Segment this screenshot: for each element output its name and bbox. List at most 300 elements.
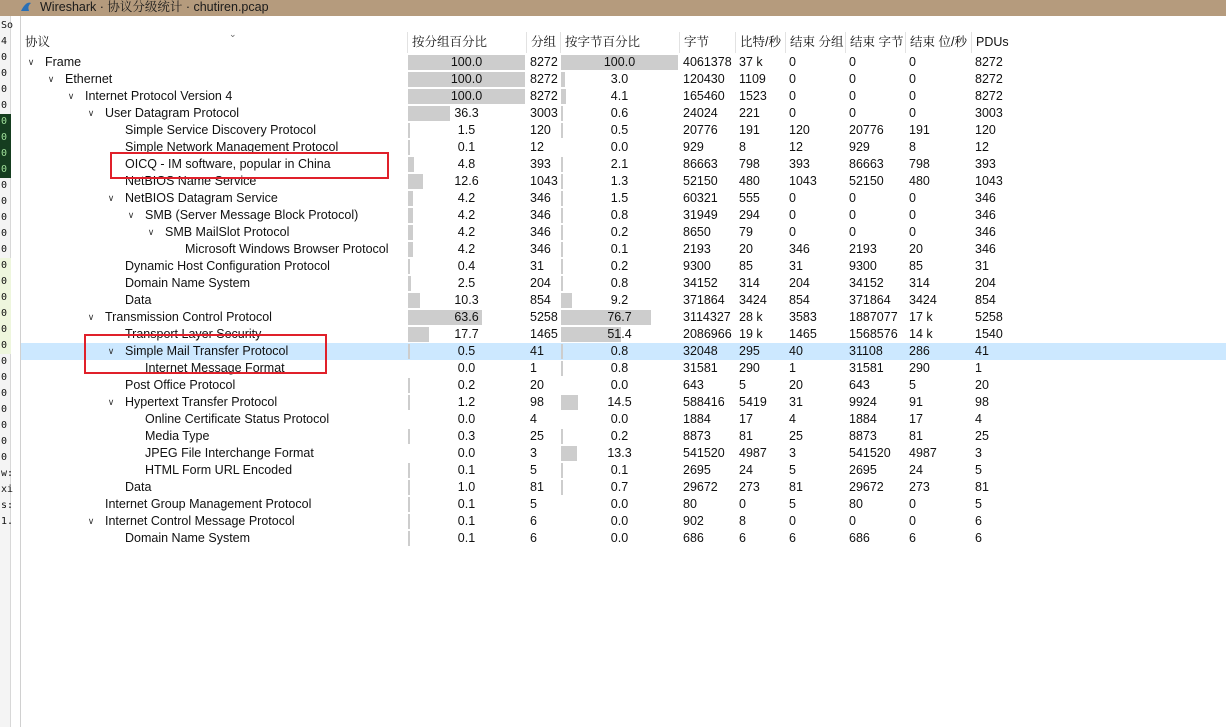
cell-pkt-pct: 2.5 [457, 276, 476, 290]
cell-pdus: 6 [975, 514, 982, 528]
table-row[interactable] [21, 292, 1226, 309]
cell-pkt-pct: 1.0 [457, 480, 476, 494]
table-header [21, 29, 1226, 53]
cell-packets: 12 [530, 140, 544, 154]
background-window-char: 0 [1, 372, 8, 383]
cell-byte-pct: 0.8 [610, 208, 629, 222]
expand-chevron-icon[interactable]: ∨ [27, 57, 35, 67]
table-row[interactable] [21, 88, 1226, 105]
cell-end-bytes: 31581 [849, 361, 884, 375]
table-row[interactable] [21, 105, 1226, 122]
cell-pkt-pct: 4.2 [457, 208, 476, 222]
cell-pkt-pct: 0.1 [457, 463, 476, 477]
cell-byte-pct: 76.7 [607, 310, 632, 324]
cell-pdus: 20 [975, 378, 989, 392]
background-window-char: So [1, 20, 14, 31]
cell-pdus: 1540 [975, 327, 1003, 341]
cell-end-bytes: 0 [849, 106, 856, 120]
cell-end-bps: 286 [909, 344, 930, 358]
protocol-name: Data [125, 293, 152, 307]
background-window-char: 0 [0, 114, 11, 130]
protocol-name: Data [125, 480, 152, 494]
cell-packets: 25 [530, 429, 544, 443]
cell-end-bytes: 20776 [849, 123, 884, 137]
cell-pdus: 204 [975, 276, 996, 290]
cell-packets: 3003 [530, 106, 558, 120]
background-window-char: 0 [0, 258, 11, 274]
cell-bps: 191 [739, 123, 760, 137]
cell-packets: 854 [530, 293, 551, 307]
cell-end-pkts: 393 [789, 157, 810, 171]
cell-end-bytes: 2695 [849, 463, 877, 477]
cell-bps: 5419 [739, 395, 767, 409]
cell-end-pkts: 0 [789, 89, 796, 103]
column-header-4[interactable]: 字节 [679, 32, 735, 53]
cell-byte-pct: 0.6 [610, 106, 629, 120]
column-header-5[interactable]: 比特/秒 [735, 32, 785, 53]
cell-pdus: 12 [975, 140, 989, 154]
background-window-char: 0 [1, 52, 8, 63]
background-window-char: 0 [1, 84, 8, 95]
cell-pkt-pct: 0.1 [457, 497, 476, 511]
cell-bps: 221 [739, 106, 760, 120]
cell-byte-pct: 0.0 [610, 514, 629, 528]
cell-pdus: 6 [975, 531, 982, 545]
cell-bps: 8 [739, 140, 746, 154]
protocol-name: Transmission Control Protocol [105, 310, 272, 324]
cell-pdus: 120 [975, 123, 996, 137]
background-window-char: 0 [1, 436, 8, 447]
cell-packets: 8272 [530, 72, 558, 86]
protocol-name: HTML Form URL Encoded [145, 463, 293, 477]
table-row[interactable] [21, 411, 1226, 428]
cell-end-bytes: 29672 [849, 480, 884, 494]
cell-packets: 5 [530, 463, 537, 477]
expand-chevron-icon[interactable]: ∨ [87, 108, 95, 118]
background-window-char: 1. [1, 516, 14, 527]
cell-packets: 346 [530, 191, 551, 205]
cell-byte-pct: 1.3 [610, 174, 629, 188]
column-header-6[interactable]: 结束 分组 [785, 32, 845, 53]
cell-end-bps: 0 [909, 497, 916, 511]
cell-pdus: 346 [975, 225, 996, 239]
protocol-name: OICQ - IM software, popular in China [125, 157, 331, 171]
cell-end-bytes: 0 [849, 514, 856, 528]
cell-pdus: 98 [975, 395, 989, 409]
cell-bytes: 31949 [683, 208, 718, 222]
background-window-char: 0 [1, 452, 8, 463]
cell-end-pkts: 6 [789, 531, 796, 545]
cell-bytes: 52150 [683, 174, 718, 188]
cell-pdus: 81 [975, 480, 989, 494]
cell-end-bytes: 686 [849, 531, 870, 545]
cell-end-bytes: 52150 [849, 174, 884, 188]
cell-byte-pct: 0.0 [610, 378, 629, 392]
expand-chevron-icon[interactable]: ∨ [147, 227, 155, 237]
protocol-name: Simple Service Discovery Protocol [125, 123, 317, 137]
cell-byte-pct: 0.0 [610, 412, 629, 426]
cell-bytes: 643 [683, 378, 704, 392]
cell-byte-pct: 0.5 [610, 123, 629, 137]
cell-end-bytes: 8873 [849, 429, 877, 443]
cell-end-bps: 81 [909, 429, 923, 443]
wireshark-fin-icon [20, 1, 32, 13]
column-header-7[interactable]: 结束 字节 [845, 32, 905, 53]
background-window-char: 0 [1, 420, 8, 431]
cell-bps: 19 k [739, 327, 763, 341]
cell-end-bps: 0 [909, 89, 916, 103]
cell-packets: 81 [530, 480, 544, 494]
cell-pkt-pct: 63.6 [454, 310, 479, 324]
cell-end-bytes: 0 [849, 55, 856, 69]
cell-end-bps: 20 [909, 242, 923, 256]
cell-bytes: 902 [683, 514, 704, 528]
cell-end-bps: 273 [909, 480, 930, 494]
background-window-char: xi [1, 484, 14, 495]
cell-bps: 4987 [739, 446, 767, 460]
cell-end-pkts: 1043 [789, 174, 817, 188]
column-header-8[interactable]: 结束 位/秒 [905, 32, 971, 53]
protocol-name: Frame [45, 55, 82, 69]
cell-bps: 3424 [739, 293, 767, 307]
cell-bps: 20 [739, 242, 753, 256]
cell-end-pkts: 40 [789, 344, 803, 358]
protocol-name: NetBIOS Name Service [125, 174, 257, 188]
cell-byte-pct: 0.8 [610, 361, 629, 375]
protocol-name: NetBIOS Datagram Service [125, 191, 278, 205]
cell-byte-pct: 3.0 [610, 72, 629, 86]
title-bar [0, 0, 1226, 16]
cell-end-pkts: 0 [789, 514, 796, 528]
cell-end-bps: 6 [909, 531, 916, 545]
cell-pkt-pct: 10.3 [454, 293, 479, 307]
protocol-name: JPEG File Interchange Format [145, 446, 314, 460]
cell-bps: 1523 [739, 89, 767, 103]
background-window-char: 0 [1, 244, 8, 255]
cell-bytes: 60321 [683, 191, 718, 205]
cell-end-bytes: 0 [849, 72, 856, 86]
highlight-box-smtp [84, 334, 327, 374]
cell-byte-pct: 9.2 [610, 293, 629, 307]
cell-end-bps: 5 [909, 378, 916, 392]
cell-end-pkts: 1 [789, 361, 796, 375]
cell-end-bps: 0 [909, 72, 916, 86]
cell-end-bytes: 0 [849, 208, 856, 222]
column-header-9[interactable]: PDUs [971, 32, 1031, 53]
cell-byte-pct: 0.2 [610, 225, 629, 239]
cell-end-pkts: 81 [789, 480, 803, 494]
cell-byte-pct: 0.2 [610, 429, 629, 443]
cell-bps: 555 [739, 191, 760, 205]
cell-bytes: 31581 [683, 361, 718, 375]
cell-end-pkts: 346 [789, 242, 810, 256]
background-window-char: 0 [1, 404, 8, 415]
cell-end-pkts: 0 [789, 55, 796, 69]
protocol-name: Media Type [145, 429, 210, 443]
cell-byte-pct: 2.1 [610, 157, 629, 171]
cell-pdus: 3 [975, 446, 982, 460]
cell-packets: 204 [530, 276, 551, 290]
cell-end-bytes: 31108 [849, 344, 883, 358]
protocol-name: Internet Message Format [145, 361, 285, 375]
cell-pkt-pct: 4.8 [457, 157, 476, 171]
cell-end-bytes: 80 [849, 497, 863, 511]
cell-byte-pct: 0.1 [610, 463, 629, 477]
cell-end-bytes: 9924 [849, 395, 877, 409]
cell-end-pkts: 120 [789, 123, 810, 137]
cell-pdus: 1043 [975, 174, 1003, 188]
cell-packets: 346 [530, 225, 551, 239]
table-row[interactable] [21, 258, 1226, 275]
background-window-char: 0 [1, 180, 8, 191]
cell-byte-pct: 0.8 [610, 276, 629, 290]
cell-bytes: 3114327 [683, 310, 731, 324]
cell-bytes: 24024 [683, 106, 718, 120]
window-title: Wireshark · 协议分级统计 · chutiren.pcap [40, 0, 269, 14]
table-row[interactable] [21, 275, 1226, 292]
cell-bps: 1109 [739, 72, 766, 86]
protocol-name: Hypertext Transfer Protocol [125, 395, 278, 409]
cell-end-bytes: 643 [849, 378, 870, 392]
table-row[interactable] [21, 71, 1226, 88]
cell-pdus: 3003 [975, 106, 1003, 120]
background-window-char: s: [1, 500, 14, 511]
cell-packets: 120 [530, 123, 551, 137]
cell-end-pkts: 854 [789, 293, 810, 307]
protocol-name: SMB MailSlot Protocol [165, 225, 290, 239]
cell-packets: 346 [530, 208, 551, 222]
table-row[interactable] [21, 479, 1226, 496]
background-window-char: 0 [0, 130, 11, 146]
background-window-char: 0 [0, 146, 11, 162]
cell-packets: 20 [530, 378, 544, 392]
cell-bps: 37 k [739, 55, 763, 69]
background-window-char: 0 [1, 196, 8, 207]
table-row[interactable] [21, 445, 1226, 462]
cell-pdus: 8272 [975, 55, 1003, 69]
cell-end-bytes: 34152 [849, 276, 884, 290]
cell-packets: 1465 [530, 327, 558, 341]
table-row[interactable] [21, 462, 1226, 479]
cell-bytes: 29672 [683, 480, 718, 494]
cell-pkt-pct: 1.2 [457, 395, 476, 409]
protocol-name: Online Certificate Status Protocol [145, 412, 330, 426]
cell-pdus: 31 [975, 259, 989, 273]
expand-chevron-icon[interactable]: ∨ [87, 312, 95, 322]
cell-end-bps: 17 k [909, 310, 933, 324]
cell-bytes: 2086966 [683, 327, 732, 341]
background-window-char: 0 [1, 228, 8, 239]
cell-bps: 314 [739, 276, 760, 290]
background-window-char: 0 [1, 68, 8, 79]
cell-end-bps: 14 k [909, 327, 933, 341]
cell-end-bytes: 9300 [849, 259, 877, 273]
expand-chevron-icon[interactable]: ∨ [47, 74, 55, 84]
table-row[interactable] [21, 377, 1226, 394]
cell-bytes: 1884 [683, 412, 711, 426]
cell-pdus: 346 [975, 208, 996, 222]
cell-end-bps: 17 [909, 412, 923, 426]
cell-pkt-pct: 4.2 [457, 242, 476, 256]
table-row[interactable] [21, 122, 1226, 139]
background-window-char: 0 [0, 162, 11, 178]
cell-pkt-pct: 0.0 [457, 412, 476, 426]
cell-byte-pct: 100.0 [603, 55, 636, 69]
cell-pdus: 4 [975, 412, 982, 426]
protocol-name: Dynamic Host Configuration Protocol [125, 259, 330, 273]
cell-byte-pct: 14.5 [607, 395, 632, 409]
table-row[interactable] [21, 190, 1226, 207]
cell-end-bytes: 1887077 [849, 310, 898, 324]
cell-end-bytes: 541520 [849, 446, 891, 460]
cell-end-bps: 0 [909, 225, 916, 239]
cell-bytes: 541520 [683, 446, 725, 460]
cell-packets: 8272 [530, 89, 558, 103]
cell-pkt-pct: 100.0 [450, 55, 483, 69]
cell-bytes: 9300 [683, 259, 711, 273]
cell-pkt-pct: 0.5 [457, 344, 476, 358]
expand-chevron-icon[interactable]: ∨ [87, 516, 95, 526]
column-header-2[interactable]: 分组 [526, 32, 560, 53]
cell-end-bps: 0 [909, 208, 916, 222]
cell-bytes: 34152 [683, 276, 718, 290]
cell-packets: 5 [530, 497, 537, 511]
cell-bps: 0 [739, 497, 746, 511]
cell-end-bytes: 2193 [849, 242, 877, 256]
cell-pdus: 1 [975, 361, 982, 375]
cell-bps: 17 [739, 412, 753, 426]
column-header-3[interactable]: 按字节百分比 [560, 32, 679, 53]
cell-end-bps: 3424 [909, 293, 937, 307]
cell-pkt-pct: 0.0 [457, 446, 476, 460]
table-row[interactable] [21, 513, 1226, 530]
cell-end-pkts: 3583 [789, 310, 817, 324]
cell-bps: 8 [739, 514, 746, 528]
cell-end-pkts: 0 [789, 106, 796, 120]
cell-bps: 28 k [739, 310, 763, 324]
cell-pkt-pct: 12.6 [454, 174, 479, 188]
cell-bps: 81 [739, 429, 753, 443]
cell-end-bps: 8 [909, 140, 916, 154]
cell-bytes: 20776 [683, 123, 718, 137]
cell-end-pkts: 25 [789, 429, 803, 443]
cell-bytes: 8873 [683, 429, 711, 443]
cell-end-bytes: 371864 [849, 293, 891, 307]
cell-end-bps: 290 [909, 361, 930, 375]
background-window-char: w: [1, 468, 14, 479]
protocol-name: User Datagram Protocol [105, 106, 240, 120]
protocol-name: Simple Mail Transfer Protocol [125, 344, 289, 358]
table-row[interactable] [21, 530, 1226, 547]
cell-bps: 480 [739, 174, 760, 188]
protocol-name: Internet Protocol Version 4 [85, 89, 233, 103]
cell-pdus: 5258 [975, 310, 1003, 324]
background-window-char: 0 [1, 356, 8, 367]
cell-end-bps: 0 [909, 106, 916, 120]
cell-pdus: 5 [975, 497, 982, 511]
expand-chevron-icon[interactable]: ∨ [127, 210, 135, 220]
table-row[interactable] [21, 207, 1226, 224]
cell-bps: 85 [739, 259, 753, 273]
cell-packets: 41 [530, 344, 544, 358]
cell-pdus: 8272 [975, 72, 1003, 86]
cell-end-pkts: 31 [789, 395, 803, 409]
protocol-name: SMB (Server Message Block Protocol) [145, 208, 359, 222]
cell-end-bytes: 0 [849, 225, 856, 239]
table-row[interactable] [21, 428, 1226, 445]
cell-pdus: 393 [975, 157, 996, 171]
table-row[interactable] [21, 241, 1226, 258]
cell-bytes: 86663 [683, 157, 718, 171]
cell-end-pkts: 1465 [789, 327, 817, 341]
cell-pkt-pct: 0.4 [457, 259, 476, 273]
cell-byte-pct: 51.4 [607, 327, 632, 341]
cell-end-pkts: 3 [789, 446, 796, 460]
cell-end-pkts: 4 [789, 412, 796, 426]
cell-bps: 294 [739, 208, 760, 222]
column-header-1[interactable]: 按分组百分比 [407, 32, 526, 53]
cell-byte-pct: 0.2 [610, 259, 629, 273]
cell-end-bps: 4987 [909, 446, 937, 460]
background-window-char: 0 [0, 338, 11, 354]
cell-packets: 6 [530, 531, 537, 545]
cell-end-bytes: 1884 [849, 412, 877, 426]
cell-end-pkts: 5 [789, 497, 796, 511]
cell-end-bytes: 929 [849, 140, 870, 154]
cell-packets: 1 [530, 361, 537, 375]
cell-byte-pct: 4.1 [610, 89, 629, 103]
cell-bps: 79 [739, 225, 753, 239]
cell-end-bps: 24 [909, 463, 923, 477]
cell-pkt-pct: 100.0 [450, 89, 483, 103]
cell-end-bytes: 86663 [849, 157, 884, 171]
cell-end-pkts: 31 [789, 259, 803, 273]
cell-bytes: 371864 [683, 293, 725, 307]
cell-end-pkts: 0 [789, 208, 796, 222]
cell-packets: 31 [530, 259, 544, 273]
cell-bytes: 80 [683, 497, 697, 511]
column-header-0[interactable]: 协议 [25, 35, 51, 49]
cell-end-bps: 191 [909, 123, 930, 137]
cell-end-pkts: 204 [789, 276, 810, 290]
cell-end-bps: 0 [909, 55, 916, 69]
expand-chevron-icon[interactable]: ∨ [107, 193, 115, 203]
cell-end-bps: 798 [909, 157, 930, 171]
sort-chevron-icon[interactable]: ⌄ [229, 29, 237, 39]
expand-chevron-icon[interactable]: ∨ [67, 91, 75, 101]
cell-pkt-pct: 0.1 [457, 140, 476, 154]
expand-chevron-icon[interactable]: ∨ [107, 397, 115, 407]
cell-packets: 346 [530, 242, 551, 256]
protocol-name: Internet Group Management Protocol [105, 497, 312, 511]
cell-packets: 8272 [530, 55, 558, 69]
cell-bps: 290 [739, 361, 760, 375]
table-row[interactable] [21, 224, 1226, 241]
background-window-char: 0 [0, 306, 11, 322]
table-row[interactable] [21, 54, 1226, 71]
cell-pkt-pct: 4.2 [457, 191, 476, 205]
table-row[interactable] [21, 496, 1226, 513]
table-row[interactable] [21, 309, 1226, 326]
cell-packets: 98 [530, 395, 544, 409]
cell-pkt-pct: 0.0 [457, 361, 476, 375]
cell-pkt-pct: 4.2 [457, 225, 476, 239]
background-window-char: 4 [1, 36, 8, 47]
cell-bps: 24 [739, 463, 753, 477]
cell-packets: 3 [530, 446, 537, 460]
expand-chevron-icon[interactable]: ∨ [107, 346, 115, 356]
table-row[interactable] [21, 394, 1226, 411]
